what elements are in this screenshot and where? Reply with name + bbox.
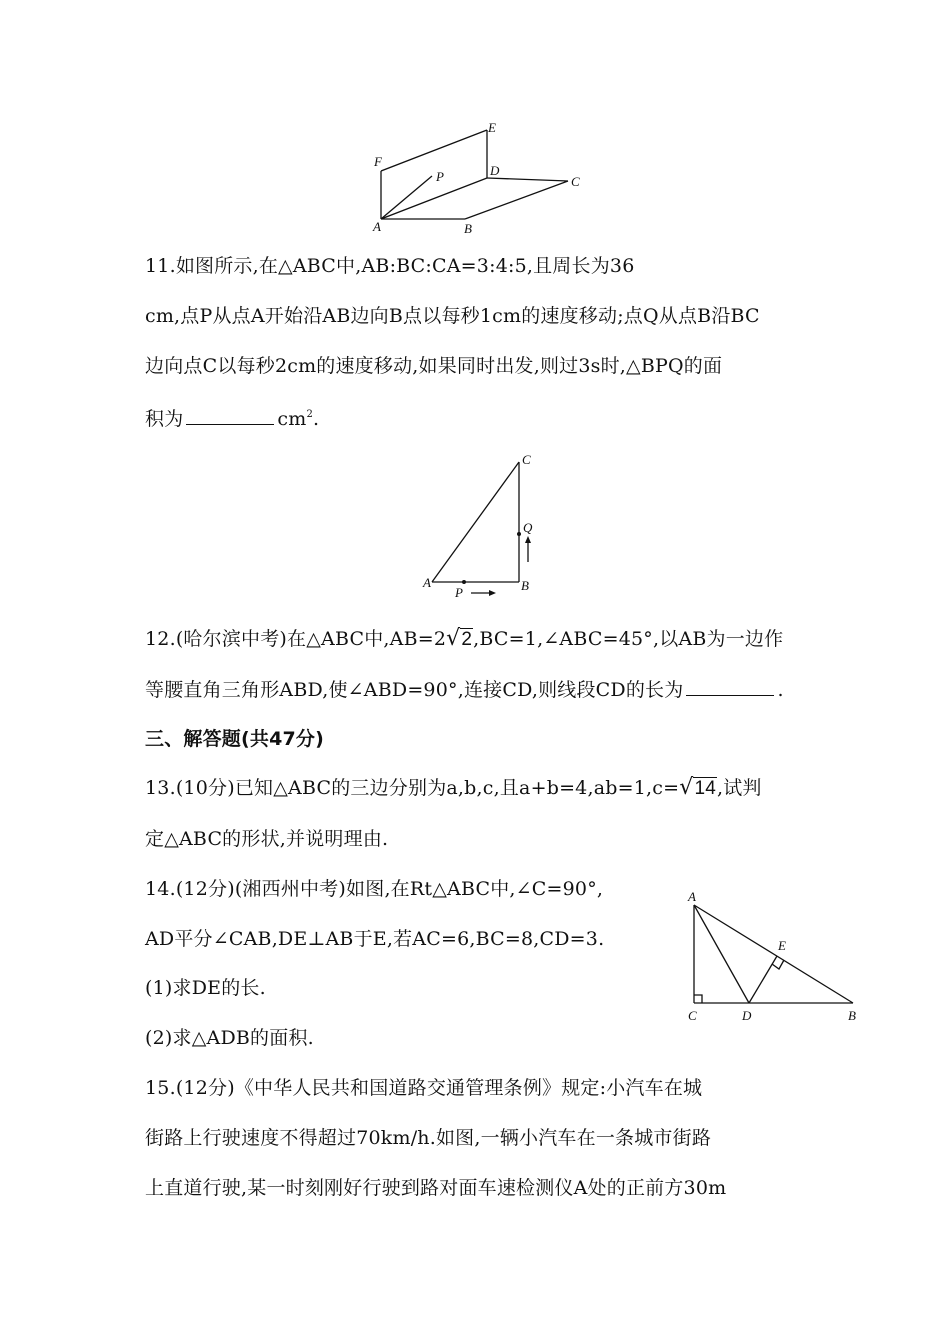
label-C: C	[688, 1008, 697, 1023]
right-angle-C	[694, 995, 702, 1003]
arrow-p-head	[489, 590, 496, 596]
q11-answer-blank[interactable]	[186, 406, 274, 425]
point-Q	[517, 532, 521, 536]
q14-line-2: AD平分∠CAB,DE⊥AB于E,若AC=6,BC=8,CD=3.	[145, 928, 605, 950]
q12-line-2-suffix: .	[777, 679, 784, 701]
label-A: A	[423, 575, 431, 590]
label-E: E	[488, 120, 496, 135]
q15-line-3: 上直道行驶,某一时刻刚好行驶到路对面车速检测仪A处的正前方30m	[145, 1177, 727, 1199]
figure-planes	[360, 118, 600, 243]
edge-AD	[381, 178, 487, 219]
edge-DC	[487, 178, 568, 181]
q12-line-2-prefix: 等腰直角三角形ABD,使∠ABD=90°,连接CD,则线段CD的长为	[145, 679, 684, 701]
arrow-q-head	[525, 536, 531, 543]
q13-line-1-suffix: ,试判	[716, 777, 762, 799]
label-D: D	[490, 163, 500, 178]
q12-answer-blank[interactable]	[686, 677, 774, 696]
segment-DE	[749, 956, 777, 1003]
label-Q: Q	[523, 520, 533, 535]
q11-line-4-prefix: 积为	[145, 408, 184, 430]
label-E: E	[778, 938, 786, 953]
q13-line-2: 定△ABC的形状,并说明理由.	[145, 828, 389, 850]
q12-line-1-suffix: ,BC=1,∠ABC=45°,以AB为一边作	[473, 628, 784, 650]
segment-AD	[694, 905, 749, 1003]
q11-unit: cm	[277, 408, 307, 430]
q15-line-2: 街路上行驶速度不得超过70km/h.如图,一辆小汽车在一条城市街路	[145, 1127, 712, 1149]
q13-line-1	[145, 775, 762, 802]
q14-line-1: 14.(12分)(湘西州中考)如图,在Rt△ABC中,∠C=90°,	[145, 878, 604, 900]
label-C: C	[571, 174, 580, 189]
q13-line-1-prefix: 13.(10分)已知△ABC的三边分别为a,b,c,且a+b=4,ab=1,c=	[145, 777, 680, 799]
label-P: P	[455, 585, 463, 600]
label-B: B	[464, 221, 472, 236]
q11-line-1: 11.如图所示,在△ABC中,AB:BC:CA=3:4:5,且周长为36	[145, 255, 635, 277]
q12-line-1-prefix: 12.(哈尔滨中考)在△ABC中,AB=2	[145, 628, 447, 650]
sqrt-2-radicand: 2	[461, 629, 473, 650]
q15-line-1: 15.(12分)《中华人民共和国道路交通管理条例》规定:小汽车在城	[145, 1077, 703, 1099]
q11-line-3: 边向点C以每秒2cm的速度移动,如果同时出发,则过3s时,△BPQ的面	[145, 355, 723, 377]
edge-AB	[694, 905, 853, 1003]
edge-AC	[432, 462, 519, 582]
label-C: C	[522, 452, 531, 467]
label-A: A	[373, 219, 381, 234]
q11-line-4	[145, 402, 319, 432]
q11-unit-sup: 2	[306, 409, 314, 420]
sqrt-14: √14	[679, 775, 716, 800]
sqrt-2: √2	[446, 626, 473, 651]
figure-triangle-pq	[420, 452, 550, 602]
figure-triangle-bisector	[680, 885, 870, 1030]
edge-FE	[381, 130, 487, 171]
point-P	[462, 580, 466, 584]
sqrt-14-radicand: 14	[694, 778, 716, 799]
q11-line-2: cm,点P从点A开始沿AB边向B点以每秒1cm的速度移动;点Q从点B沿BC	[145, 305, 760, 327]
q12-line-2	[145, 677, 784, 703]
edge-CB	[465, 181, 568, 219]
q11-line-4-suffix: .	[313, 408, 320, 430]
edge-AP	[381, 176, 432, 219]
q14-line-4: (2)求△ADB的面积.	[145, 1027, 314, 1049]
label-B: B	[848, 1008, 856, 1023]
q12-line-1	[145, 626, 783, 653]
label-F: F	[374, 154, 382, 169]
q14-line-3: (1)求DE的长.	[145, 977, 266, 999]
label-B: B	[521, 578, 529, 593]
label-P: P	[436, 169, 444, 184]
label-A: A	[688, 889, 696, 904]
label-D: D	[742, 1008, 752, 1023]
section-3-title: 三、解答题(共47分)	[145, 728, 325, 750]
